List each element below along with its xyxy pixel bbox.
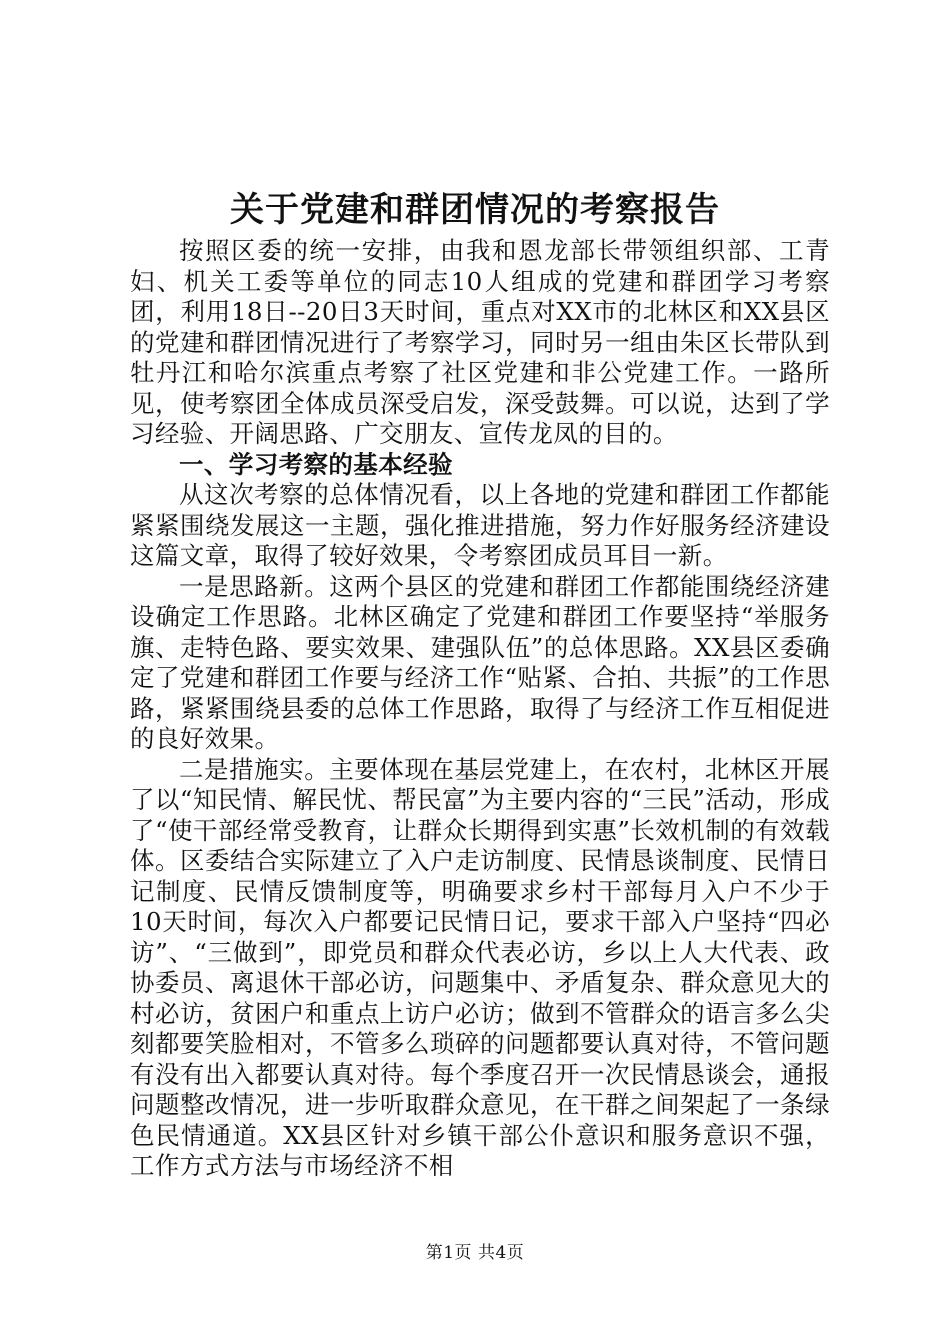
point-two-paragraph: 二是措施实。主要体现在基层党建上，在农村，北林区开展了以“知民情、解民忧、帮民富”为主要内容的“三民”活动，形成了“使干部经常受教育，让群众长期得到实惠”长效机制的有效载体。区委结合实际建立了入户走访制度、民情恳谈制度、民情日记制度、民情反馈制度等，明确要求乡村干部每月入户不少于10天时间，每次入户都要记民情日记，要求干部入户坚持“四必访”、“三做到”，即党员和群众代表必访，乡以上人大代表、政协委员、离退休干部必访，问题集中、矛盾复杂、群众意见大的村必访，贫困户和重点上访户必访；做到不管群众的语言多么尖刻都要笑脸相对，不管多么琐碎的问题都要认真对待，不管问题有没有出入都要认真对待。每个季度召开一次民情恳谈会，通报问题整改情况，进一步听取群众意见，在干群之间架起了一条绿色民情通道。XX县区针对乡镇干部公仆意识和服务意识不强，工作方式方法与市场经济不相 xyxy=(130,754,830,1180)
document-body xyxy=(130,236,830,1182)
document-title: 关于党建和群团情况的考察报告 xyxy=(230,190,720,230)
section-heading: 一、学习考察的基本经验 xyxy=(179,449,453,479)
intro-paragraph: 按照区委的统一安排，由我和恩龙部长带领组织部、工青妇、机关工委等单位的同志10人组成的党建和群团学习考察团，利用18日--20日3天时间，重点对XX市的北林区和XX县区的党建和群团情况进行了考察学习，同时另一组由朱区长带队到牡丹江和哈尔滨重点考察了社区党建和非公党建工作。一路所见，使考察团全体成员深受启发，深受鼓舞。可以说，达到了学习经验、开阔思路、广交朋友、宣传龙凤的目的。 xyxy=(130,236,830,448)
overview-paragraph: 从这次考察的总体情况看，以上各地的党建和群团工作都能紧紧围绕发展这一主题，强化推进措施，努力作好服务经济建设这篇文章，取得了较好效果，令考察团成员耳目一新。 xyxy=(130,480,830,570)
point-one-paragraph: 一是思路新。这两个县区的党建和群团工作都能围绕经济建设确定工作思路。北林区确定了党建和群团工作要坚持“举服务旗、走特色路、要实效果、建强队伍”的总体思路。XX县区委确定了党建和群团工作要与经济工作“贴紧、合拍、共振”的工作思路，紧紧围绕县委的总体工作思路，取得了与经济工作互相促进的良好效果。 xyxy=(130,571,830,753)
page-footer: 第1页 共4页 xyxy=(425,1243,525,1263)
